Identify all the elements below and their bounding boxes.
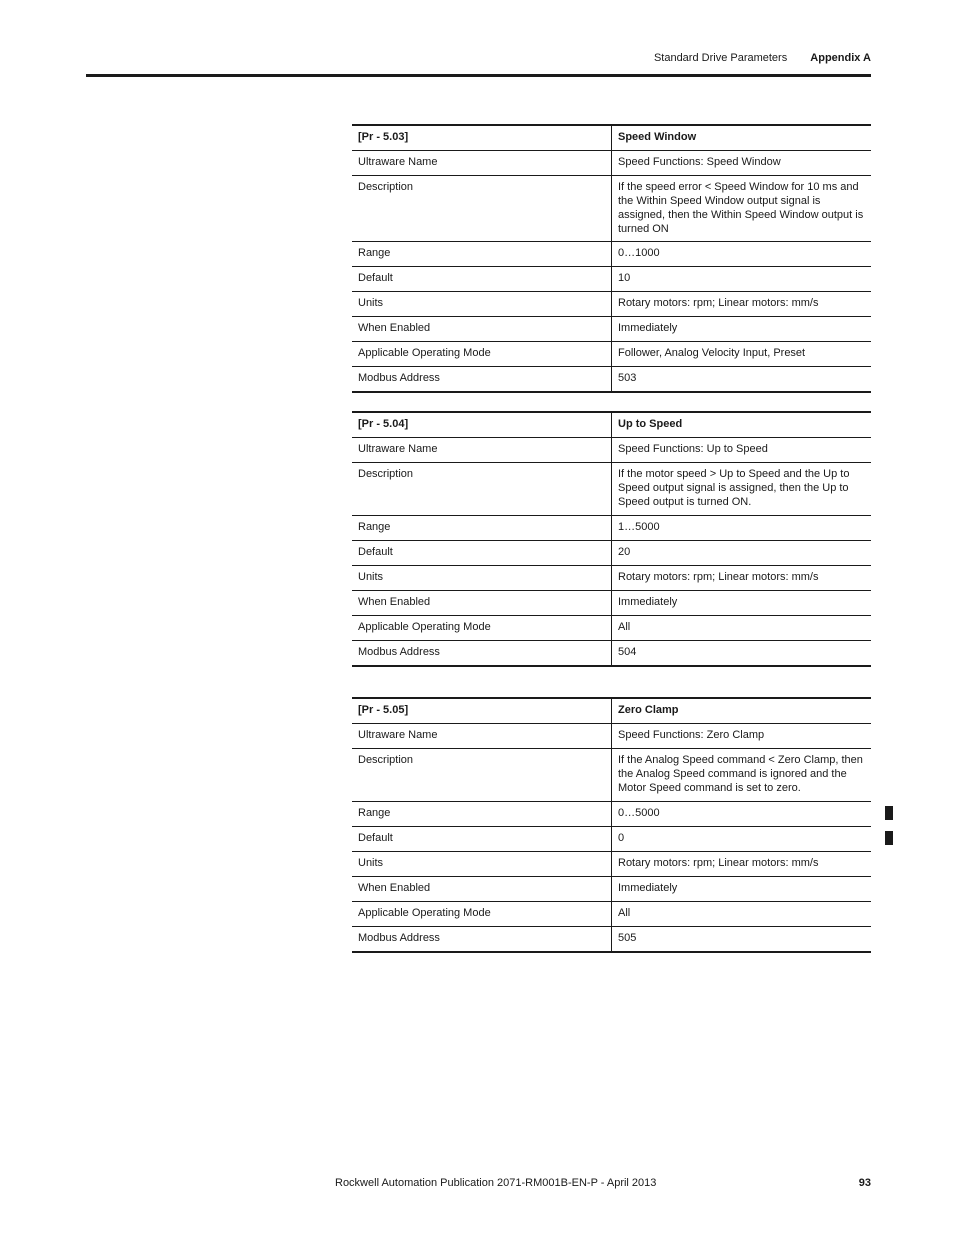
row-label: Description	[352, 749, 612, 802]
parameter-name: Zero Clamp	[612, 698, 872, 724]
appendix-label: Appendix A	[810, 52, 871, 64]
table-row	[352, 902, 871, 927]
row-value: Immediately	[612, 877, 872, 902]
parameter-name: Speed Window	[612, 125, 872, 151]
publication-info: Rockwell Automation Publication 2071-RM001B-EN-P - April 2013	[335, 1177, 657, 1189]
row-label: Range	[352, 516, 612, 541]
table-row	[352, 151, 871, 176]
table-row	[352, 641, 871, 667]
row-value: 0	[612, 827, 872, 852]
row-value: 1…5000	[612, 516, 872, 541]
table-row	[352, 591, 871, 616]
parameter-id: [Pr - 5.04]	[352, 412, 612, 438]
parameter-id: [Pr - 5.05]	[352, 698, 612, 724]
row-value: 504	[612, 641, 872, 667]
row-value: Rotary motors: rpm; Linear motors: mm/s	[612, 566, 872, 591]
page-number: 93	[858, 1177, 871, 1189]
row-label: Modbus Address	[352, 641, 612, 667]
row-value: 20	[612, 541, 872, 566]
table-row	[352, 342, 871, 367]
row-value: 0…5000	[612, 802, 872, 827]
table-row	[352, 749, 871, 802]
row-label: Description	[352, 463, 612, 516]
row-label: Default	[352, 267, 612, 292]
table-row	[352, 927, 871, 953]
table-row	[352, 724, 871, 749]
row-label: When Enabled	[352, 591, 612, 616]
table-row	[352, 292, 871, 317]
table-row	[352, 827, 871, 852]
table-row	[352, 516, 871, 541]
change-bar-marker	[885, 831, 893, 845]
row-value: Follower, Analog Velocity Input, Preset	[612, 342, 872, 367]
row-value: All	[612, 616, 872, 641]
row-label: When Enabled	[352, 317, 612, 342]
row-value: 10	[612, 267, 872, 292]
parameter-name: Up to Speed	[612, 412, 872, 438]
row-value: If the motor speed > Up to Speed and the Up to Speed output signal is assigned, then the Up to Speed output is turned ON.	[612, 463, 872, 516]
table-row	[352, 852, 871, 877]
parameter-id: [Pr - 5.03]	[352, 125, 612, 151]
row-value: 0…1000	[612, 242, 872, 267]
row-value: Speed Functions: Speed Window	[612, 151, 872, 176]
parameter-table-5-04	[352, 411, 871, 667]
table-header-row	[352, 412, 871, 438]
change-bar-marker	[885, 806, 893, 820]
row-label: Default	[352, 827, 612, 852]
row-label: Description	[352, 176, 612, 242]
row-label: Applicable Operating Mode	[352, 616, 612, 641]
row-label: Ultraware Name	[352, 151, 612, 176]
row-value: 503	[612, 367, 872, 393]
table-row	[352, 317, 871, 342]
parameter-table-5-03	[352, 124, 871, 393]
table-row	[352, 541, 871, 566]
header-rule	[86, 74, 871, 77]
table-row	[352, 438, 871, 463]
row-label: Default	[352, 541, 612, 566]
row-label: Modbus Address	[352, 927, 612, 953]
row-value: All	[612, 902, 872, 927]
table-header-row	[352, 698, 871, 724]
table-row	[352, 616, 871, 641]
row-label: Units	[352, 852, 612, 877]
row-value: Speed Functions: Zero Clamp	[612, 724, 872, 749]
table-row	[352, 877, 871, 902]
row-label: Applicable Operating Mode	[352, 342, 612, 367]
table-row	[352, 802, 871, 827]
row-label: Units	[352, 566, 612, 591]
table-row	[352, 242, 871, 267]
row-value: Rotary motors: rpm; Linear motors: mm/s	[612, 852, 872, 877]
table-row	[352, 463, 871, 516]
parameter-table-5-05	[352, 697, 871, 953]
row-label: When Enabled	[352, 877, 612, 902]
row-value: Speed Functions: Up to Speed	[612, 438, 872, 463]
row-value: Immediately	[612, 317, 872, 342]
table-row	[352, 367, 871, 393]
row-label: Applicable Operating Mode	[352, 902, 612, 927]
row-label: Range	[352, 802, 612, 827]
page-header	[86, 52, 871, 68]
section-title: Standard Drive Parameters	[653, 52, 788, 64]
row-value: If the Analog Speed command < Zero Clamp, then the Analog Speed command is ignored and the Motor Speed command is set to zero.	[612, 749, 872, 802]
row-value: 505	[612, 927, 872, 953]
table-row	[352, 566, 871, 591]
row-label: Units	[352, 292, 612, 317]
row-label: Ultraware Name	[352, 438, 612, 463]
table-row	[352, 176, 871, 242]
row-label: Range	[352, 242, 612, 267]
table-header-row	[352, 125, 871, 151]
row-label: Modbus Address	[352, 367, 612, 393]
row-value: Rotary motors: rpm; Linear motors: mm/s	[612, 292, 872, 317]
row-label: Ultraware Name	[352, 724, 612, 749]
table-row	[352, 267, 871, 292]
row-value: Immediately	[612, 591, 872, 616]
row-value: If the speed error < Speed Window for 10 ms and the Within Speed Window output signal is assigned, then the Within Speed Window output is turned ON	[612, 176, 872, 242]
